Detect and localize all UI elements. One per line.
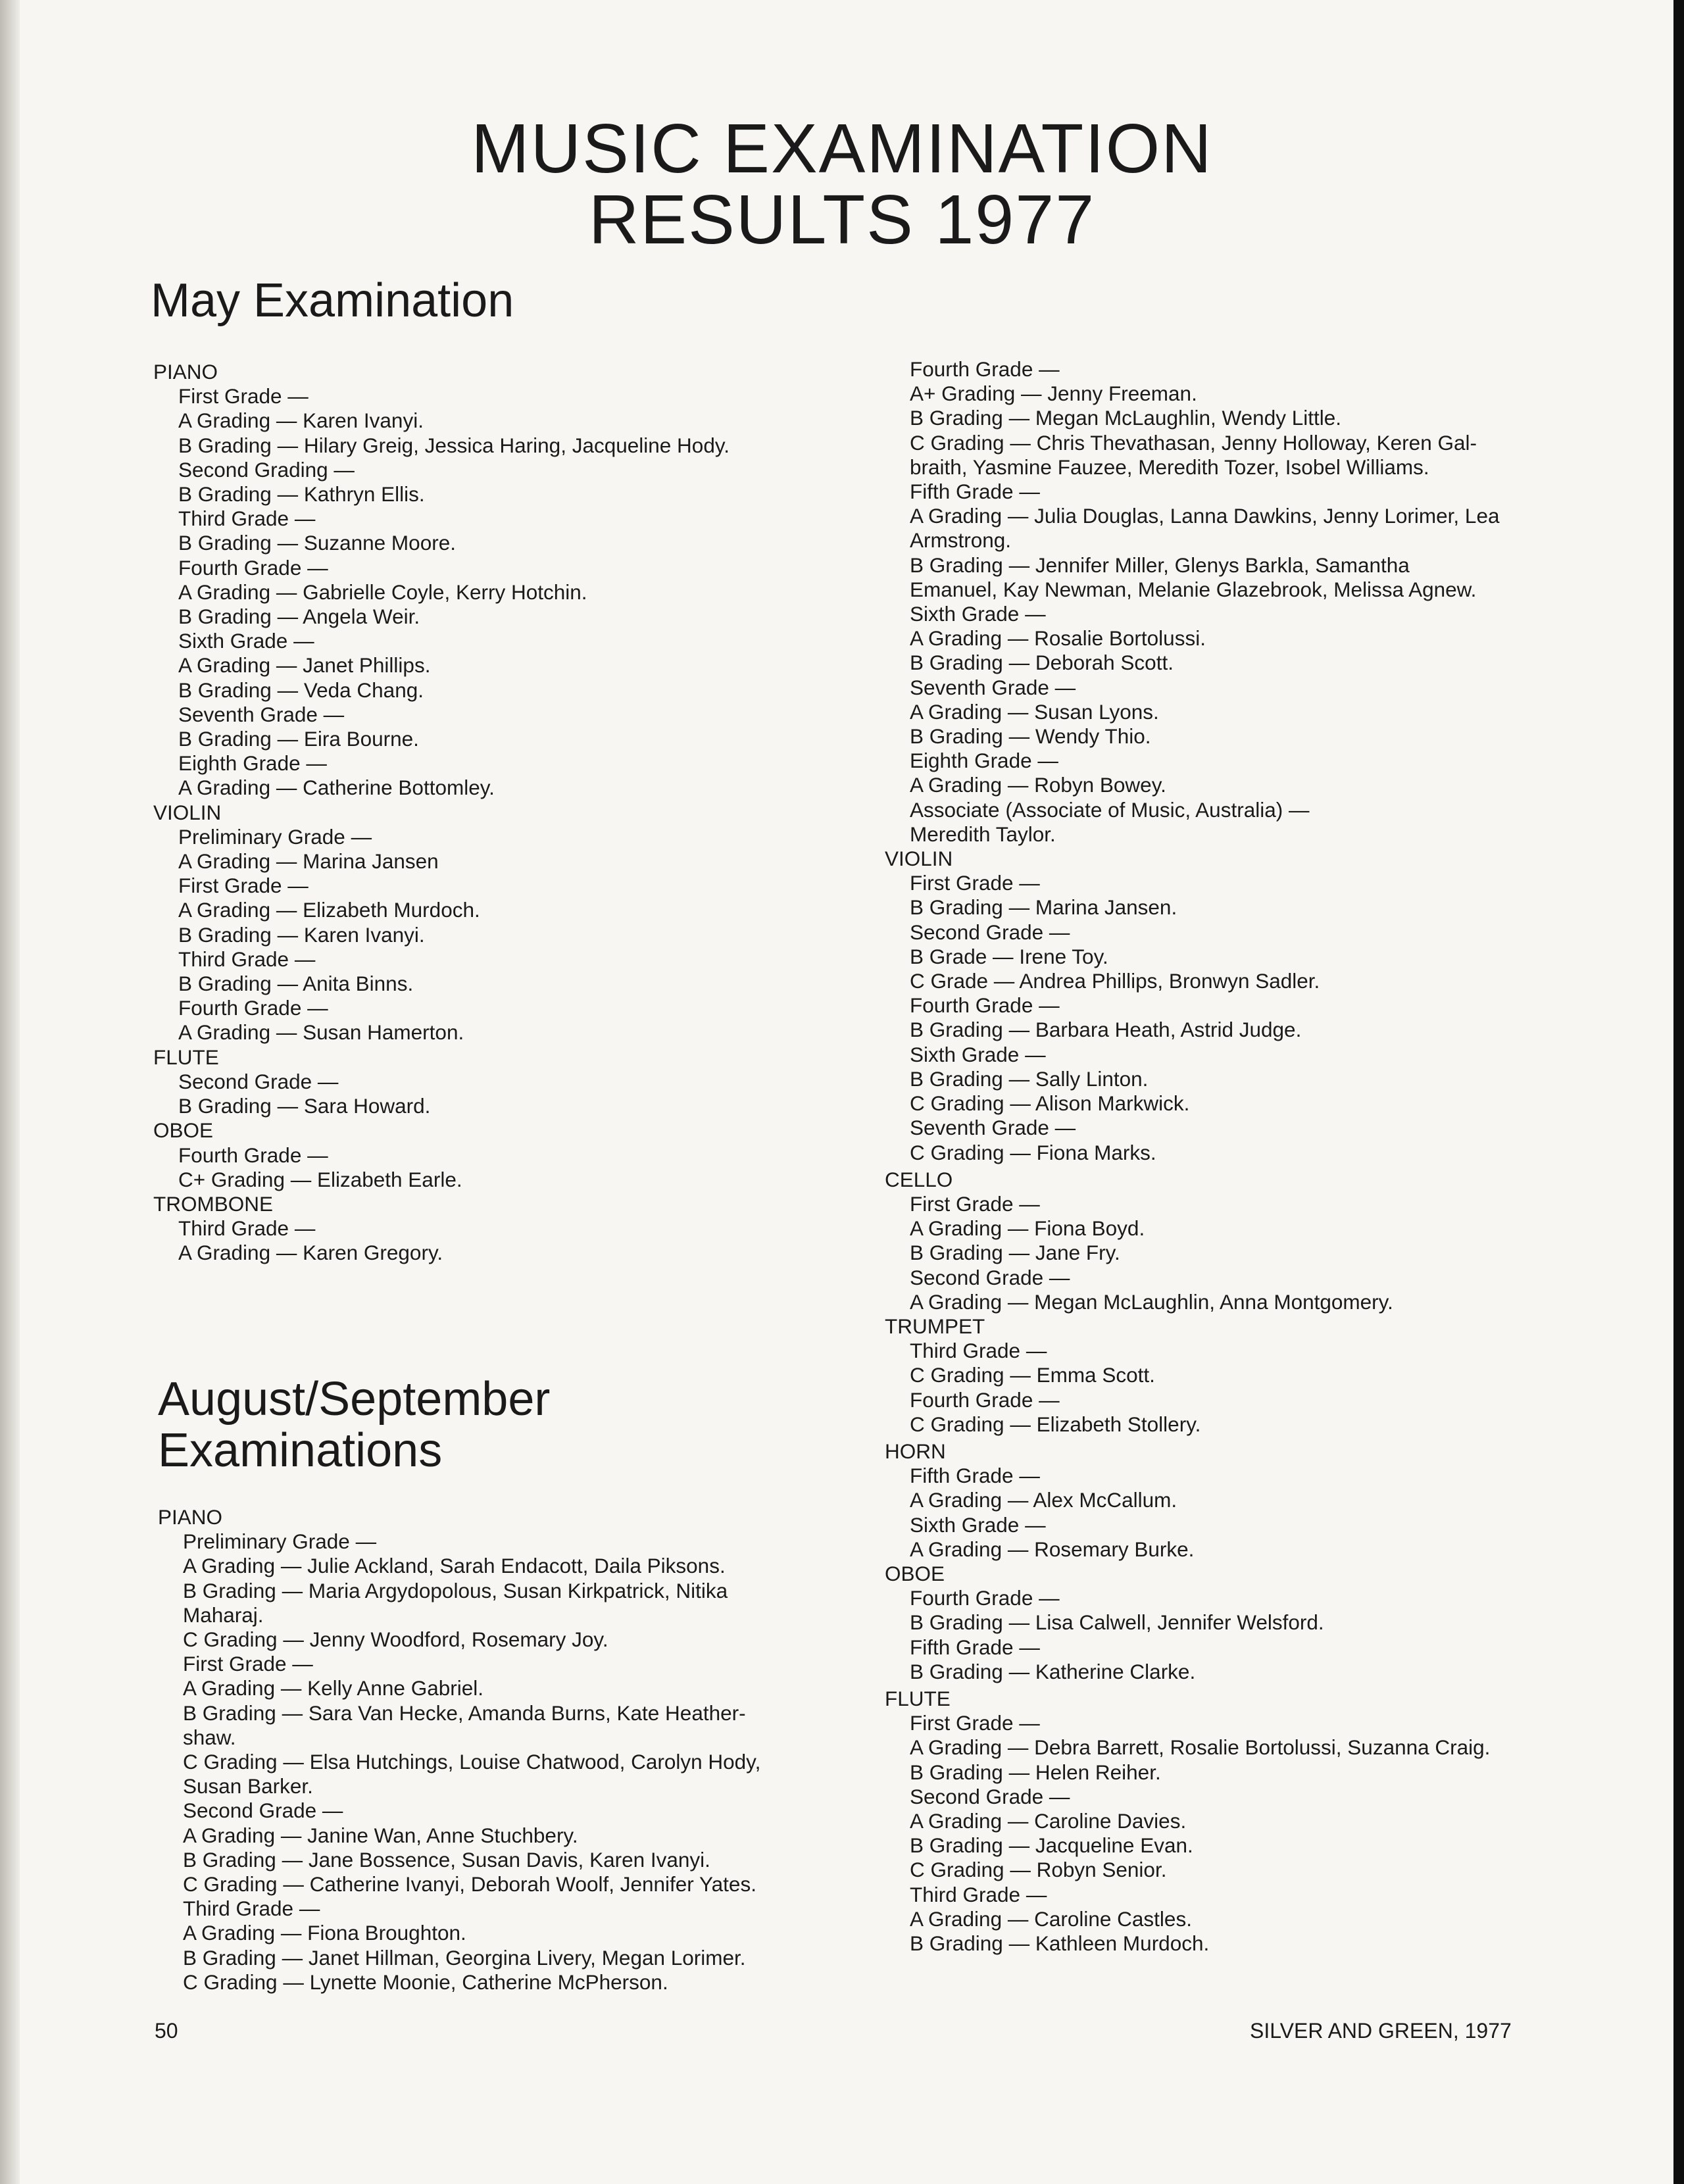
grade-line: Fifth Grade —: [910, 1464, 1040, 1488]
publication-footer: SILVER AND GREEN, 1977: [1250, 2019, 1512, 2043]
grade-line: Seventh Grade —: [910, 675, 1076, 699]
grade-line: Third Grade —: [183, 1897, 320, 1921]
grade-line: Second Grade —: [910, 1784, 1070, 1808]
result-line: B Grade — Irene Toy.: [910, 944, 1108, 968]
result-line: A Grading — Rosemary Burke.: [910, 1537, 1195, 1561]
result-line: A Grading — Julia Douglas, Lanna Dawkins, Jenny Lorimer, Lea: [910, 504, 1500, 528]
instrument-heading: TROMBONE: [153, 1191, 274, 1216]
result-line: A Grading — Caroline Castles.: [910, 1906, 1192, 1931]
result-line: B Grading — Megan McLaughlin, Wendy Little.: [910, 406, 1342, 430]
grade-line: Preliminary Grade —: [178, 824, 372, 849]
result-line: B Grading — Marina Jansen.: [910, 895, 1177, 920]
result-line-continued: Armstrong.: [910, 528, 1012, 553]
result-line: B Grading — Deborah Scott.: [910, 651, 1174, 675]
grade-line: Sixth Grade —: [910, 602, 1046, 626]
result-line: B Grading — Jane Fry.: [910, 1241, 1120, 1265]
grade-line: First Grade —: [178, 874, 309, 898]
result-line: A Grading — Fiona Boyd.: [910, 1216, 1145, 1241]
result-line: A Grading — Marina Jansen: [178, 849, 439, 874]
result-line: A Grading — Susan Lyons.: [910, 699, 1159, 724]
instrument-heading: VIOLIN: [153, 800, 222, 824]
result-line: A Grading — Susan Hamerton.: [178, 1020, 464, 1045]
grade-line: Fourth Grade —: [910, 357, 1060, 381]
grade-line: First Grade —: [178, 384, 309, 409]
result-line: A Grading — Rosalie Bortolussi.: [910, 626, 1206, 651]
result-line: A Grading — Gabrielle Coyle, Kerry Hotchin.: [178, 580, 587, 604]
instrument-heading: OBOE: [153, 1118, 214, 1143]
grade-line: Fifth Grade —: [910, 1635, 1040, 1659]
result-line: A Grading — Alex McCallum.: [910, 1488, 1177, 1512]
result-line: A Grading — Karen Ivanyi.: [178, 409, 424, 433]
grade-line: Associate (Associate of Music, Australia) —: [910, 797, 1310, 822]
grade-line: Second Grade —: [910, 920, 1070, 944]
result-line: B Grading — Sara Van Hecke, Amanda Burns, Kate Heather-: [183, 1700, 746, 1725]
aug-heading-line-1: August/September: [158, 1373, 551, 1426]
result-line: A Grading — Megan McLaughlin, Anna Montgomery.: [910, 1289, 1393, 1314]
result-line: B Grading — Jacqueline Evan.: [910, 1833, 1193, 1858]
result-line: B Grading — Kathleen Murdoch.: [910, 1931, 1210, 1955]
instrument-heading: FLUTE: [885, 1686, 951, 1710]
result-line: C Grading — Lynette Moonie, Catherine McPherson.: [183, 1970, 668, 1994]
result-line-continued: Emanuel, Kay Newman, Melanie Glazebrook, Melissa Agnew.: [910, 577, 1477, 601]
result-line: C+ Grading — Elizabeth Earle.: [178, 1167, 462, 1191]
result-line: B Grading — Angela Weir.: [178, 605, 420, 629]
instrument-heading: TRUMPET: [885, 1314, 985, 1338]
grade-line: Fifth Grade —: [910, 480, 1040, 504]
result-line: B Grading — Veda Chang.: [178, 678, 424, 702]
instrument-heading: PIANO: [158, 1505, 223, 1529]
result-line: C Grading — Robyn Senior.: [910, 1858, 1167, 1882]
result-line: C Grade — Andrea Phillips, Bronwyn Sadler.: [910, 969, 1320, 993]
result-line: C Grading — Alison Markwick.: [910, 1091, 1190, 1116]
grade-line: Eighth Grade —: [178, 751, 327, 776]
grade-line: First Grade —: [910, 1711, 1040, 1735]
result-line: B Grading — Wendy Thio.: [910, 724, 1151, 749]
grade-line: Fourth Grade —: [178, 996, 328, 1020]
grade-line: First Grade —: [183, 1652, 313, 1676]
result-line: B Grading — Sara Howard.: [178, 1094, 431, 1118]
page-right-edge: [1673, 0, 1684, 2184]
result-line: C Grading — Fiona Marks.: [910, 1140, 1156, 1164]
result-line: A Grading — Robyn Bowey.: [910, 773, 1166, 797]
result-line: B Grading — Helen Reiher.: [910, 1760, 1161, 1784]
may-results-column: [153, 360, 824, 1266]
grade-line: First Grade —: [910, 1191, 1040, 1216]
grade-line: Second Grade —: [910, 1265, 1070, 1289]
result-line: B Grading — Kathryn Ellis.: [178, 482, 425, 507]
result-line: B Grading — Katherine Clarke.: [910, 1659, 1196, 1683]
grade-line: Fourth Grade —: [178, 1143, 328, 1167]
grade-line: Fourth Grade —: [178, 555, 328, 580]
result-line: B Grading — Hilary Greig, Jessica Haring, Jacqueline Hody.: [178, 433, 730, 457]
result-line: B Grading — Karen Ivanyi.: [178, 922, 425, 947]
result-line: A Grading — Janet Phillips.: [178, 653, 431, 678]
may-examination-heading: May Examination: [151, 274, 514, 327]
result-line-continued: shaw.: [183, 1725, 236, 1749]
grade-line: First Grade —: [910, 871, 1040, 895]
result-line: B Grading — Sally Linton.: [910, 1066, 1149, 1091]
result-line: B Grading — Eira Bourne.: [178, 727, 419, 751]
grade-line: Fourth Grade —: [910, 993, 1060, 1018]
result-line: A Grading — Fiona Broughton.: [183, 1921, 466, 1945]
result-line-continued: Maharaj.: [183, 1602, 264, 1627]
result-line: C Grading — Catherine Ivanyi, Deborah Woolf, Jennifer Yates.: [183, 1872, 756, 1897]
grade-line: Third Grade —: [910, 1339, 1047, 1363]
result-line: C Grading — Emma Scott.: [910, 1363, 1155, 1387]
grade-line: Eighth Grade —: [910, 749, 1058, 773]
grade-line: Third Grade —: [178, 1216, 316, 1241]
result-line: B Grading — Anita Binns.: [178, 972, 414, 996]
grade-line: Second Grade —: [183, 1799, 343, 1823]
result-line: C Grading — Elizabeth Stollery.: [910, 1412, 1201, 1436]
result-line: C Grading — Elsa Hutchings, Louise Chatwood, Carolyn Hody,: [183, 1750, 761, 1774]
page-title: [0, 110, 1684, 259]
page-number: 50: [155, 2019, 178, 2043]
instrument-heading: PIANO: [153, 360, 218, 384]
result-line: Meredith Taylor.: [910, 822, 1056, 846]
grade-line: Sixth Grade —: [910, 1042, 1046, 1066]
result-line: B Grading — Jennifer Miller, Glenys Barkla, Samantha: [910, 553, 1410, 577]
grade-line: Second Grading —: [178, 457, 355, 482]
result-line: A Grading — Julie Ackland, Sarah Endacott, Daila Piksons.: [183, 1554, 726, 1578]
page-title-line-1: MUSIC EXAMINATION: [471, 110, 1213, 187]
result-line-continued: braith, Yasmine Fauzee, Meredith Tozer, Isobel Williams.: [910, 455, 1429, 479]
result-line: A+ Grading — Jenny Freeman.: [910, 382, 1197, 406]
result-line: B Grading — Maria Argydopolous, Susan Kirkpatrick, Nitika: [183, 1578, 728, 1602]
result-line: B Grading — Lisa Calwell, Jennifer Welsford.: [910, 1610, 1324, 1635]
instrument-heading: FLUTE: [153, 1045, 219, 1069]
august-september-heading: [158, 1374, 550, 1476]
instrument-heading: CELLO: [885, 1167, 953, 1191]
grade-line: Third Grade —: [178, 507, 316, 531]
result-line: A Grading — Debra Barrett, Rosalie Bortolussi, Suzanna Craig.: [910, 1735, 1491, 1760]
result-line: B Grading — Barbara Heath, Astrid Judge.: [910, 1018, 1302, 1042]
august-results-column: [158, 1505, 820, 1995]
grade-line: Fourth Grade —: [910, 1586, 1060, 1610]
grade-line: Sixth Grade —: [178, 629, 314, 653]
aug-heading-line-2: Examinations: [158, 1424, 443, 1477]
result-line: C Grading — Chris Thevathasan, Jenny Holloway, Keren Gal-: [910, 430, 1477, 455]
instrument-heading: HORN: [885, 1439, 946, 1463]
result-line-continued: Susan Barker.: [183, 1774, 313, 1799]
right-results-column: [885, 357, 1546, 1956]
grade-line: Fourth Grade —: [910, 1387, 1060, 1412]
result-line: A Grading — Janine Wan, Anne Stuchbery.: [183, 1823, 578, 1847]
result-line: B Grading — Jane Bossence, Susan Davis, Karen Ivanyi.: [183, 1847, 710, 1872]
result-line: A Grading — Caroline Davies.: [910, 1808, 1187, 1833]
page-title-line-2: RESULTS 1977: [588, 181, 1096, 259]
result-line: B Grading — Janet Hillman, Georgina Livery, Megan Lorimer.: [183, 1945, 746, 1970]
grade-line: Preliminary Grade —: [183, 1529, 377, 1554]
result-line: A Grading — Karen Gregory.: [178, 1241, 443, 1265]
result-line: C Grading — Jenny Woodford, Rosemary Joy.: [183, 1627, 608, 1652]
result-line: A Grading — Kelly Anne Gabriel.: [183, 1676, 483, 1700]
instrument-heading: VIOLIN: [885, 847, 953, 871]
result-line: A Grading — Elizabeth Murdoch.: [178, 898, 480, 922]
result-line: A Grading — Catherine Bottomley.: [178, 776, 495, 800]
grade-line: Second Grade —: [178, 1069, 339, 1093]
grade-line: Third Grade —: [178, 947, 316, 971]
page-left-edge-shadow: [0, 0, 20, 2184]
grade-line: Sixth Grade —: [910, 1512, 1046, 1537]
grade-line: Seventh Grade —: [178, 702, 345, 726]
result-line: B Grading — Suzanne Moore.: [178, 531, 456, 555]
grade-line: Seventh Grade —: [910, 1116, 1076, 1140]
instrument-heading: OBOE: [885, 1561, 945, 1585]
grade-line: Third Grade —: [910, 1882, 1047, 1906]
